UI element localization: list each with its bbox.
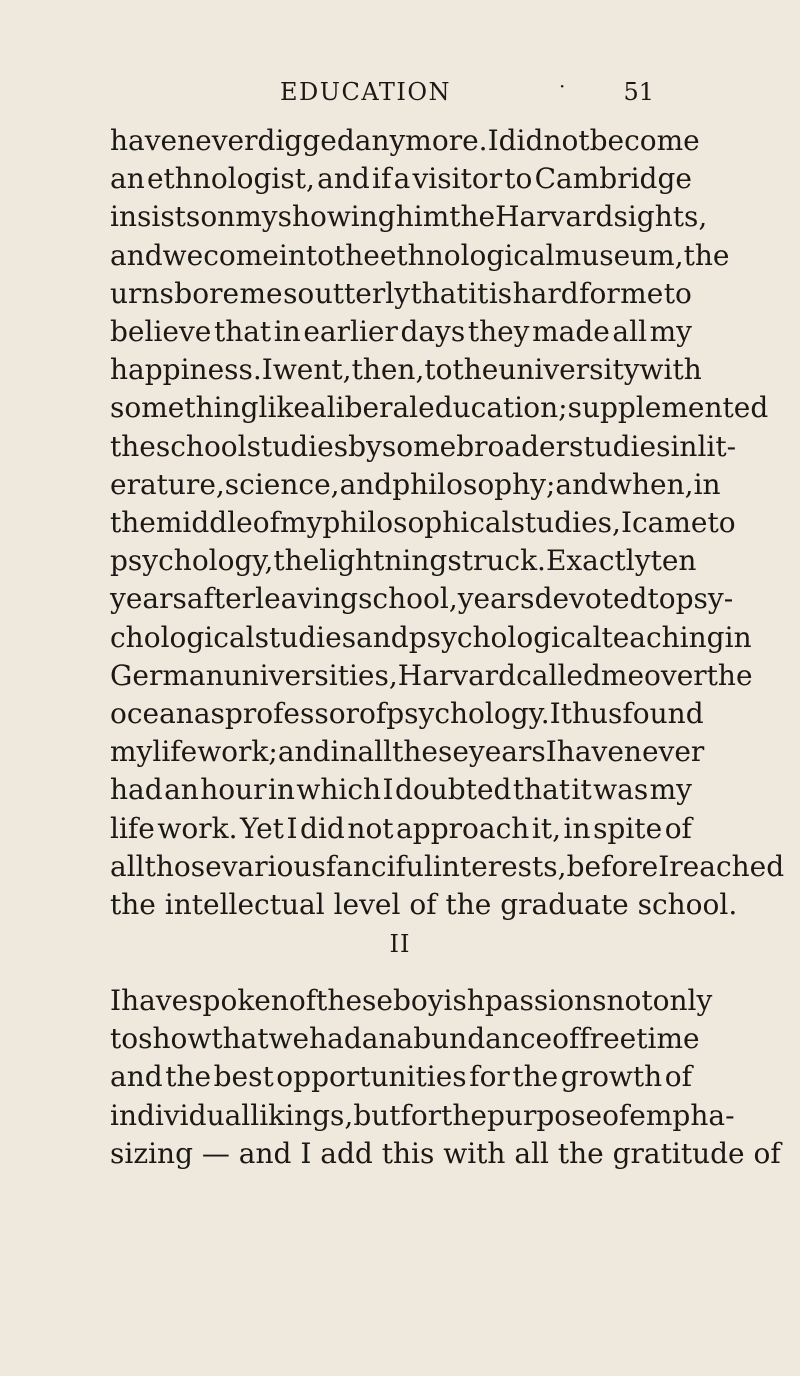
word: never [623, 735, 705, 769]
word: so [283, 276, 315, 310]
word: Exactly [545, 544, 651, 578]
word: then, [351, 353, 425, 387]
word: and [356, 620, 409, 654]
running-header [110, 72, 654, 112]
word: came [632, 506, 708, 540]
text-line [110, 542, 697, 580]
word: those [144, 849, 222, 883]
text-line [110, 389, 769, 427]
word: hour [200, 773, 267, 807]
word: Cambridge [534, 162, 692, 196]
word: Harvard [397, 658, 517, 692]
word: middle [155, 506, 253, 540]
word: I [487, 124, 499, 157]
word: become [589, 124, 700, 157]
text-line [110, 122, 700, 160]
word: the [110, 429, 156, 463]
word: not [606, 984, 653, 1017]
word: called [516, 658, 601, 692]
word: the [449, 200, 496, 234]
word: all [612, 315, 648, 349]
word: in [267, 773, 295, 807]
word: if [372, 162, 392, 196]
word: for [400, 1098, 442, 1132]
word: the [273, 544, 320, 578]
word: of [252, 506, 280, 540]
word: not [347, 811, 394, 845]
word: never [177, 124, 258, 157]
text-line [110, 771, 692, 809]
word: years [110, 582, 187, 616]
text-line [110, 1097, 735, 1135]
word: supplemented [567, 391, 769, 425]
word: to [504, 162, 533, 196]
word: happiness. [110, 353, 262, 387]
text-line [110, 733, 705, 771]
word: growth [560, 1060, 663, 1094]
word: to [663, 276, 692, 310]
word: individual [110, 1098, 251, 1132]
word: found [622, 697, 704, 731]
word: these [392, 735, 469, 769]
word: did [498, 124, 544, 157]
word: studies [254, 620, 357, 654]
word: an [361, 1022, 397, 1056]
word: years [468, 735, 546, 769]
word: psychology. [386, 697, 550, 731]
word: of [288, 984, 317, 1017]
word: education; [418, 391, 568, 425]
word: these [316, 984, 393, 1017]
word: spite [593, 811, 663, 845]
word: opportunities [276, 1060, 467, 1094]
word: my [649, 315, 692, 349]
word: the [110, 506, 156, 540]
word: of [602, 1098, 630, 1132]
word: German [110, 658, 224, 692]
word: to [707, 506, 736, 540]
word: Yet [240, 811, 284, 845]
word: my [110, 735, 153, 769]
word: my [235, 200, 278, 234]
word: chological [110, 620, 255, 654]
word: but [353, 1098, 401, 1132]
word: I [382, 773, 394, 807]
word: ten [650, 544, 697, 578]
word: we [268, 1022, 310, 1056]
word: the [683, 238, 730, 272]
word: an [164, 773, 199, 807]
text-line [110, 1058, 692, 1096]
text-line [110, 313, 692, 351]
word: of [552, 1022, 580, 1056]
word: it [468, 276, 489, 310]
word: and [277, 735, 331, 769]
word: not [543, 124, 590, 157]
word: and [339, 467, 393, 501]
word: I [261, 353, 273, 387]
word: empha- [629, 1098, 735, 1132]
word: and [110, 238, 163, 272]
text-line [110, 810, 692, 848]
word: like [258, 391, 310, 425]
header-dot: · [559, 74, 566, 98]
text-line [110, 275, 692, 313]
word: studies [246, 429, 349, 463]
word: me [239, 276, 283, 310]
word: that [410, 276, 468, 310]
word: spoken [188, 984, 289, 1017]
word: purpose [487, 1098, 603, 1132]
word: a [393, 162, 411, 196]
word: on [200, 200, 236, 234]
word: have [110, 124, 178, 157]
word: believe [110, 315, 212, 349]
word: over [644, 658, 707, 692]
text-line [110, 237, 730, 275]
word: museum, [554, 238, 684, 272]
word: philosophical [322, 506, 511, 540]
word: boyish [392, 984, 485, 1017]
word: science, [224, 467, 340, 501]
word: in [724, 620, 752, 654]
word: studies [568, 429, 671, 463]
word: in [273, 315, 301, 349]
word: work; [197, 735, 278, 769]
word: that [213, 315, 272, 349]
word: that [512, 773, 571, 807]
paragraph-2 [110, 982, 781, 1173]
word: my [279, 506, 323, 540]
word: come [203, 238, 279, 272]
word: we [162, 238, 204, 272]
word: all [110, 849, 145, 883]
word: devoted [534, 582, 648, 616]
word: with [639, 353, 702, 387]
word: passions [484, 984, 607, 1017]
word: by [348, 429, 382, 463]
word: and [555, 467, 609, 501]
word: to [424, 353, 453, 387]
word: showing [277, 200, 396, 234]
word: best [213, 1060, 274, 1094]
word: the [452, 353, 499, 387]
text-line [110, 1020, 700, 1058]
text-line: the intellectual level of the graduate school. [110, 888, 738, 922]
word: for [469, 1060, 510, 1094]
word: show [138, 1022, 212, 1056]
word: interests, [432, 849, 567, 883]
text-line [110, 580, 734, 618]
word: sights, [613, 200, 708, 234]
word: it [571, 773, 592, 807]
word: to [647, 582, 676, 616]
word: my [649, 773, 692, 807]
word: in [693, 467, 721, 501]
word: which [296, 773, 382, 807]
word: time [636, 1022, 700, 1056]
word: I [620, 506, 632, 540]
word: fanciful [325, 849, 433, 883]
text-line [110, 695, 704, 733]
word: digged [257, 124, 355, 157]
word: work. [157, 811, 238, 845]
word: into [278, 238, 334, 272]
text-line [110, 351, 702, 389]
paragraph-1 [110, 122, 785, 924]
word: reached [669, 849, 785, 883]
section-number: II [389, 930, 411, 958]
word: and [110, 1060, 163, 1094]
word: it, [531, 811, 561, 845]
word: ethnological [379, 238, 555, 272]
word: hard [512, 276, 579, 310]
word: is [488, 276, 513, 310]
word: the [165, 1060, 212, 1094]
word: doubted [394, 773, 512, 807]
word: went, [272, 353, 352, 387]
word: various [221, 849, 326, 883]
word: an [110, 162, 145, 196]
word: to [110, 1022, 139, 1056]
word: me [600, 658, 645, 692]
word: philosophy; [392, 467, 556, 501]
word: erature, [110, 467, 225, 501]
word: the [441, 1098, 487, 1132]
word: school, [358, 582, 458, 616]
text-line [110, 428, 737, 466]
word: life [152, 735, 198, 769]
word: approach [396, 811, 530, 845]
word: university [498, 353, 640, 387]
word: as [193, 697, 225, 731]
text-line [110, 160, 692, 198]
word: insists [110, 200, 201, 234]
word: broader [456, 429, 569, 463]
text-line [110, 198, 708, 236]
word: life [110, 811, 155, 845]
word: psychology, [110, 544, 274, 578]
word: lightning [319, 544, 448, 578]
text-line [110, 657, 753, 695]
word: of [359, 697, 387, 731]
word: years [457, 582, 535, 616]
word: psy- [675, 582, 734, 616]
running-title: EDUCATION [280, 78, 452, 106]
word: they [467, 315, 530, 349]
word: did [300, 811, 345, 845]
word: lit- [697, 429, 737, 463]
word: that [211, 1022, 269, 1056]
word: psychological [408, 620, 602, 654]
word: me [620, 276, 664, 310]
word: of [664, 811, 692, 845]
word: the [512, 1060, 559, 1094]
word: had [110, 773, 163, 807]
word: school [155, 429, 247, 463]
word: studies, [510, 506, 621, 540]
word: thus [560, 697, 623, 731]
word: some [381, 429, 457, 463]
text-line [110, 848, 785, 886]
word: only [652, 984, 713, 1017]
word: any [354, 124, 406, 157]
word: I [286, 811, 298, 845]
word: universities, [223, 658, 398, 692]
word: have [121, 984, 189, 1017]
word: liberal [326, 391, 419, 425]
word: a [310, 391, 327, 425]
word: in [330, 735, 358, 769]
word: all [357, 735, 393, 769]
word: before [566, 849, 659, 883]
word: utterly [314, 276, 411, 310]
word: him [395, 200, 450, 234]
word: the [333, 238, 380, 272]
page-number: 51 [623, 78, 654, 106]
word: leaving [255, 582, 359, 616]
word: abundance [396, 1022, 553, 1056]
word: and [317, 162, 370, 196]
word: was [593, 773, 649, 807]
word: likings, [250, 1098, 354, 1132]
word: days [400, 315, 466, 349]
word: professor [224, 697, 359, 731]
word: something [110, 391, 259, 425]
word: ocean [110, 697, 194, 731]
word: more. [405, 124, 488, 157]
word: in [563, 811, 591, 845]
word: in [670, 429, 698, 463]
word: I [110, 984, 122, 1017]
word: after [186, 582, 256, 616]
word: I [549, 697, 561, 731]
word: Harvard [495, 200, 614, 234]
word: earlier [303, 315, 398, 349]
text-line [110, 619, 752, 657]
word: visitor [412, 162, 503, 196]
word: I [545, 735, 557, 769]
word: ethnologist, [146, 162, 315, 196]
word: when, [608, 467, 694, 501]
word: free [579, 1022, 637, 1056]
word: have [556, 735, 624, 769]
word: bore [174, 276, 240, 310]
text-line [110, 982, 713, 1020]
text-line: sizing — and I add this with all the gratitude of [110, 1136, 781, 1170]
text-line [110, 466, 721, 504]
word: teaching [601, 620, 725, 654]
word: urns [110, 276, 174, 310]
word: for [579, 276, 620, 310]
word: struck. [447, 544, 546, 578]
word: made [532, 315, 610, 349]
text-line [110, 504, 736, 542]
word: I [658, 849, 670, 883]
word: the [706, 658, 753, 692]
word: had [309, 1022, 362, 1056]
word: of [664, 1060, 692, 1094]
